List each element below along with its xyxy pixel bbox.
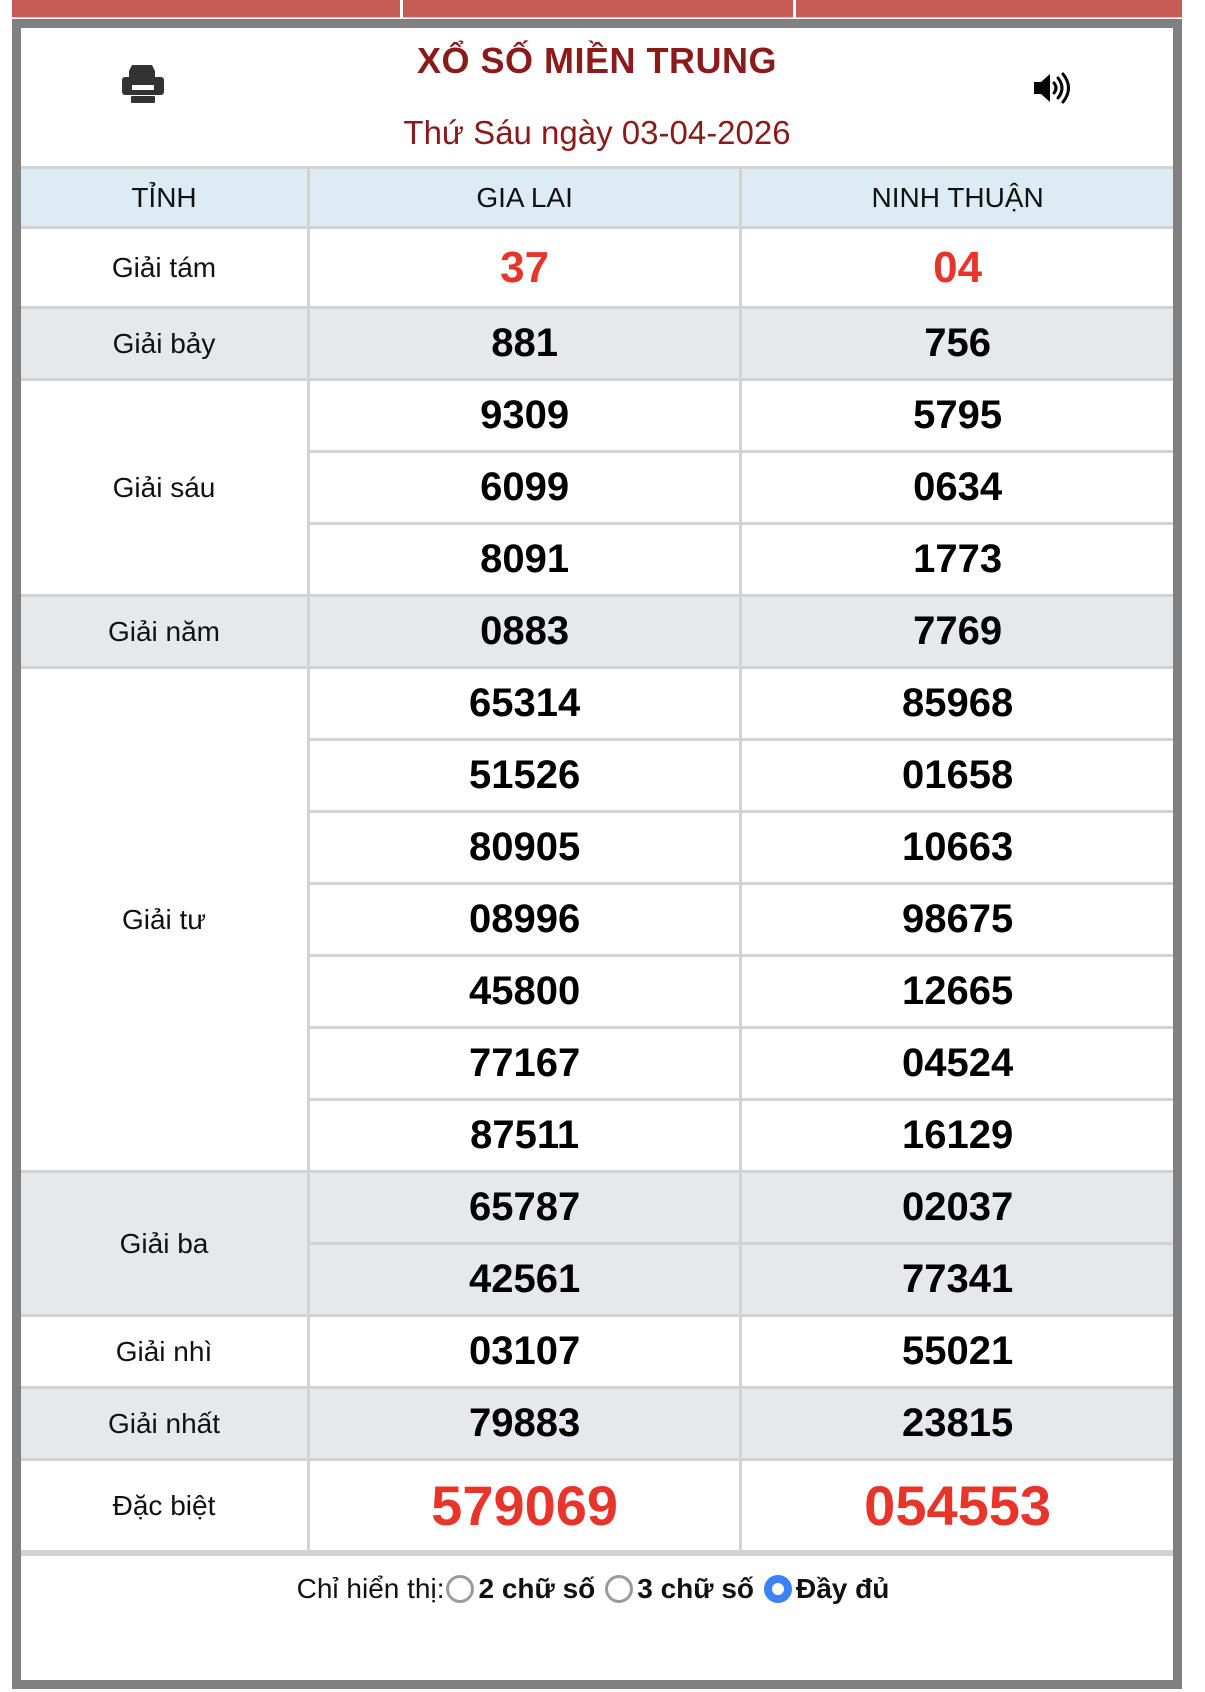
- display-mode-selector: [21, 1553, 1173, 1622]
- radio-2-digits[interactable]: [446, 1575, 474, 1603]
- page-title: XỔ SỐ MIỀN TRUNG: [416, 40, 778, 81]
- prize-number: 87511: [308, 1100, 740, 1172]
- results-panel: [12, 19, 1182, 1689]
- prize-number: 23815: [741, 1388, 1173, 1460]
- draw-date: Thứ Sáu ngày 03-04-2026: [403, 114, 791, 151]
- prize-number: 65314: [308, 668, 740, 740]
- prize-number: 77341: [741, 1244, 1173, 1316]
- prize-number: 04: [741, 228, 1173, 308]
- prize-number: 12665: [741, 956, 1173, 1028]
- radio-full[interactable]: [764, 1575, 792, 1603]
- prize-number: 45800: [308, 956, 740, 1028]
- table-row: [21, 1172, 1173, 1244]
- prize-label: Giải nhất: [21, 1388, 308, 1460]
- prize-label: Giải tám: [21, 228, 308, 308]
- prize-label: Giải năm: [21, 596, 308, 668]
- table-row: [21, 380, 1173, 452]
- special-prize-number: 054553: [741, 1460, 1173, 1552]
- prize-label: Giải sáu: [21, 380, 308, 596]
- prize-number: 51526: [308, 740, 740, 812]
- prize-number: 6099: [308, 452, 740, 524]
- option-full-label[interactable]: Đầy đủ: [796, 1573, 890, 1604]
- prize-number: 77167: [308, 1028, 740, 1100]
- prize-number: 01658: [741, 740, 1173, 812]
- prize-number: 37: [308, 228, 740, 308]
- prize-number: 98675: [741, 884, 1173, 956]
- results-header: [21, 28, 1173, 166]
- prize-number: 9309: [308, 380, 740, 452]
- table-header-row: [21, 168, 1173, 228]
- tab-3[interactable]: [796, 0, 1182, 18]
- display-mode-label: Chỉ hiển thị:: [296, 1573, 445, 1604]
- table-row: [21, 1316, 1173, 1388]
- column-header-gia-lai: GIA LAI: [308, 168, 740, 228]
- prize-number: 7769: [741, 596, 1173, 668]
- table-row: [21, 1388, 1173, 1460]
- prize-number: 55021: [741, 1316, 1173, 1388]
- top-tab-bar: [12, 0, 1182, 17]
- prize-number: 08996: [308, 884, 740, 956]
- prize-number: 5795: [741, 380, 1173, 452]
- prize-label: Giải nhì: [21, 1316, 308, 1388]
- prize-number: 16129: [741, 1100, 1173, 1172]
- prize-number: 79883: [308, 1388, 740, 1460]
- column-header-province: TỈNH: [21, 168, 308, 228]
- prize-number: 42561: [308, 1244, 740, 1316]
- radio-3-digits[interactable]: [605, 1575, 633, 1603]
- prize-number: 02037: [741, 1172, 1173, 1244]
- tab-2[interactable]: [403, 0, 793, 18]
- speaker-icon[interactable]: [1034, 72, 1072, 104]
- prize-number: 85968: [741, 668, 1173, 740]
- prize-number: 0883: [308, 596, 740, 668]
- prize-label: Đặc biệt: [21, 1460, 308, 1552]
- prize-number: 04524: [741, 1028, 1173, 1100]
- table-row: [21, 596, 1173, 668]
- option-2-digits-label[interactable]: 2 chữ số: [478, 1573, 596, 1604]
- table-row-special-prize: [21, 1460, 1173, 1552]
- results-table: [21, 166, 1173, 1553]
- prize-number: 65787: [308, 1172, 740, 1244]
- prize-number: 0634: [741, 452, 1173, 524]
- prize-number: 1773: [741, 524, 1173, 596]
- prize-number: 881: [308, 308, 740, 380]
- table-row: [21, 308, 1173, 380]
- column-header-ninh-thuan: NINH THUẬN: [741, 168, 1173, 228]
- prize-label: Giải tư: [21, 668, 308, 1172]
- special-prize-number: 579069: [308, 1460, 740, 1552]
- prize-number: 756: [741, 308, 1173, 380]
- prize-number: 10663: [741, 812, 1173, 884]
- prize-label: Giải bảy: [21, 308, 308, 380]
- prize-label: Giải ba: [21, 1172, 308, 1316]
- prize-number: 80905: [308, 812, 740, 884]
- option-3-digits-label[interactable]: 3 chữ số: [637, 1573, 755, 1604]
- table-row: [21, 668, 1173, 740]
- tab-1[interactable]: [12, 0, 400, 18]
- prize-number: 03107: [308, 1316, 740, 1388]
- prize-number: 8091: [308, 524, 740, 596]
- table-row: [21, 228, 1173, 308]
